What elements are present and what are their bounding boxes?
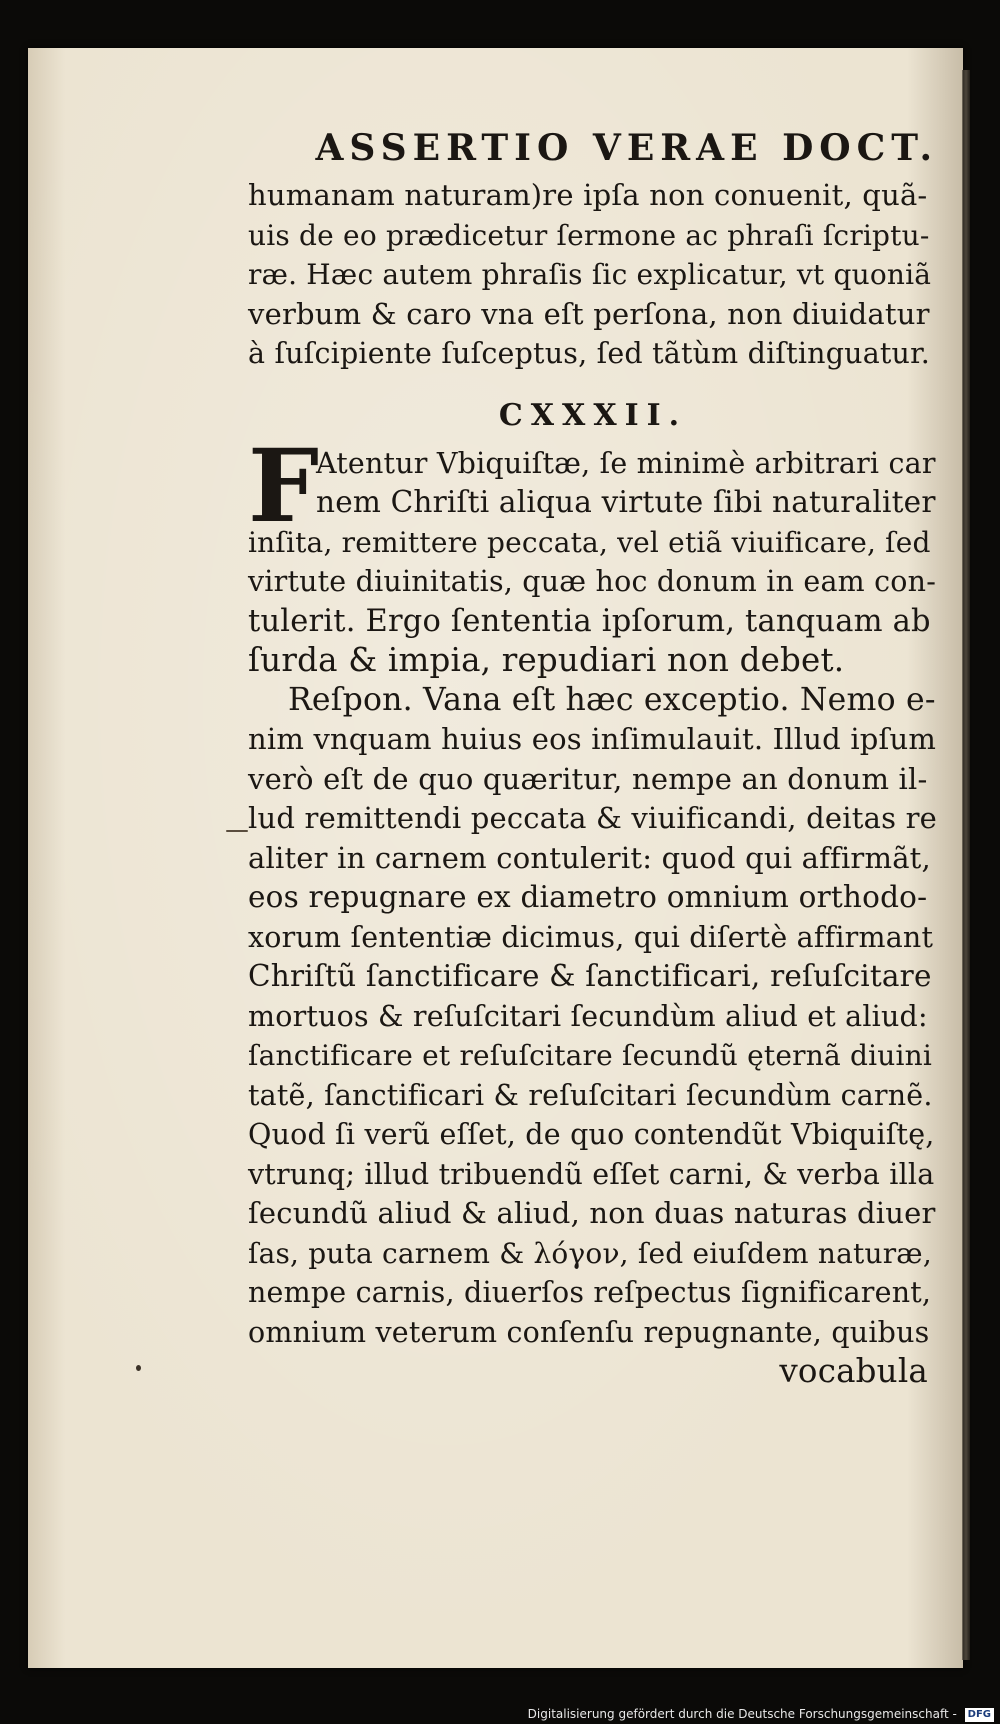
text-line: aliter in carnem contulerit: quod qui affirmãt, [248, 840, 931, 875]
text-line: vtrunq; illud tribuendũ eſſet carni, & verba illa [248, 1157, 935, 1191]
text-line: tulerit. Ergo ſententia ipſorum, tanquam ab [248, 603, 931, 639]
dfg-logo-icon: DFG [965, 1708, 994, 1722]
text-line: Quod ſi verũ eſſet, de quo contendũt Vbiquiſtę, [248, 1118, 935, 1151]
text-line: lud remittendi peccata & viuificandi, deitas re [248, 801, 938, 835]
running-head: ASSERTIO VERAE DOCT. [315, 127, 938, 169]
text-line: ræ. Hæc autem phraſis ſic explicatur, vt quoniã [248, 258, 932, 291]
text-line: xorum ſententiæ dicimus, qui diſertè affirmant [248, 920, 934, 954]
ink-speck [136, 1365, 141, 1371]
catchword: vocabula [779, 1352, 928, 1390]
text-line: Atentur Vbiquiſtæ, ſe minimè arbitrari car [316, 446, 936, 480]
text-line: tatẽ, ſanctificari & reſuſcitari ſecundùm carnẽ. [248, 1078, 933, 1112]
ink-speck [226, 830, 248, 832]
text-line: nempe carnis, diuerſos reſpectus ſignificarent, [248, 1276, 932, 1309]
text-line: Chriſtũ ſanctificare & ſanctificari, reſuſcitare [248, 959, 932, 993]
text-line: omnium veterum conſenſu repugnante, quibus [248, 1315, 930, 1349]
text-line: eos repugnare ex diametro omnium orthodo- [248, 880, 928, 914]
text-line: uis de eo prædicetur ſermone ac phraſi ſcriptu- [248, 218, 930, 252]
response-paragraph [248, 681, 938, 1392]
section-number: CXXXII. [498, 397, 688, 433]
main-paragraph [248, 426, 938, 681]
text-line: ſas, puta carnem & λόγον, ſed eiuſdem naturæ, [248, 1236, 932, 1270]
text-line: nim vnquam huius eos inſimulauit. Illud ipſum [248, 722, 937, 756]
page-text [248, 120, 938, 1392]
digitization-credit [520, 1704, 1000, 1724]
text-line: humanam naturam)re ipſa non conuenit, quã- [248, 178, 928, 212]
text-line: ſurda & impia, repudiari non debet. [248, 641, 845, 679]
continuation-paragraph [248, 176, 938, 374]
text-line: à ſuſcipiente ſuſceptus, ſed tãtùm diſtinguatur. [248, 337, 931, 370]
text-line: nem Chriſti aliqua virtute ſibi naturaliter [316, 485, 936, 519]
text-line: verò eſt de quo quæritur, nempe an donum il- [248, 761, 928, 796]
drop-cap-letter: F [248, 426, 320, 545]
text-line: Reſpon. Vana eſt hæc exceptio. Nemo e- [288, 681, 936, 718]
text-line: inſita, remittere peccata, vel etiã viuificare, ſed [248, 525, 931, 559]
page-edge [962, 70, 970, 1660]
text-line: verbum & caro vna eſt perſona, non diuidatur [248, 296, 930, 331]
text-line: ſanctificare et reſuſcitare ſecundũ ęternã diuini [248, 1039, 933, 1072]
text-line: ſecundũ aliud & aliud, non duas naturas diuer [248, 1196, 936, 1230]
text-line: virtute diuinitatis, quæ hoc donum in eam con- [248, 565, 937, 598]
text-line: mortuos & reſuſcitari ſecundùm aliud et aliud: [248, 999, 928, 1033]
credit-text: Digitalisierung gefördert durch die Deutsche Forschungsgemeinschaft - [527, 1707, 957, 1721]
